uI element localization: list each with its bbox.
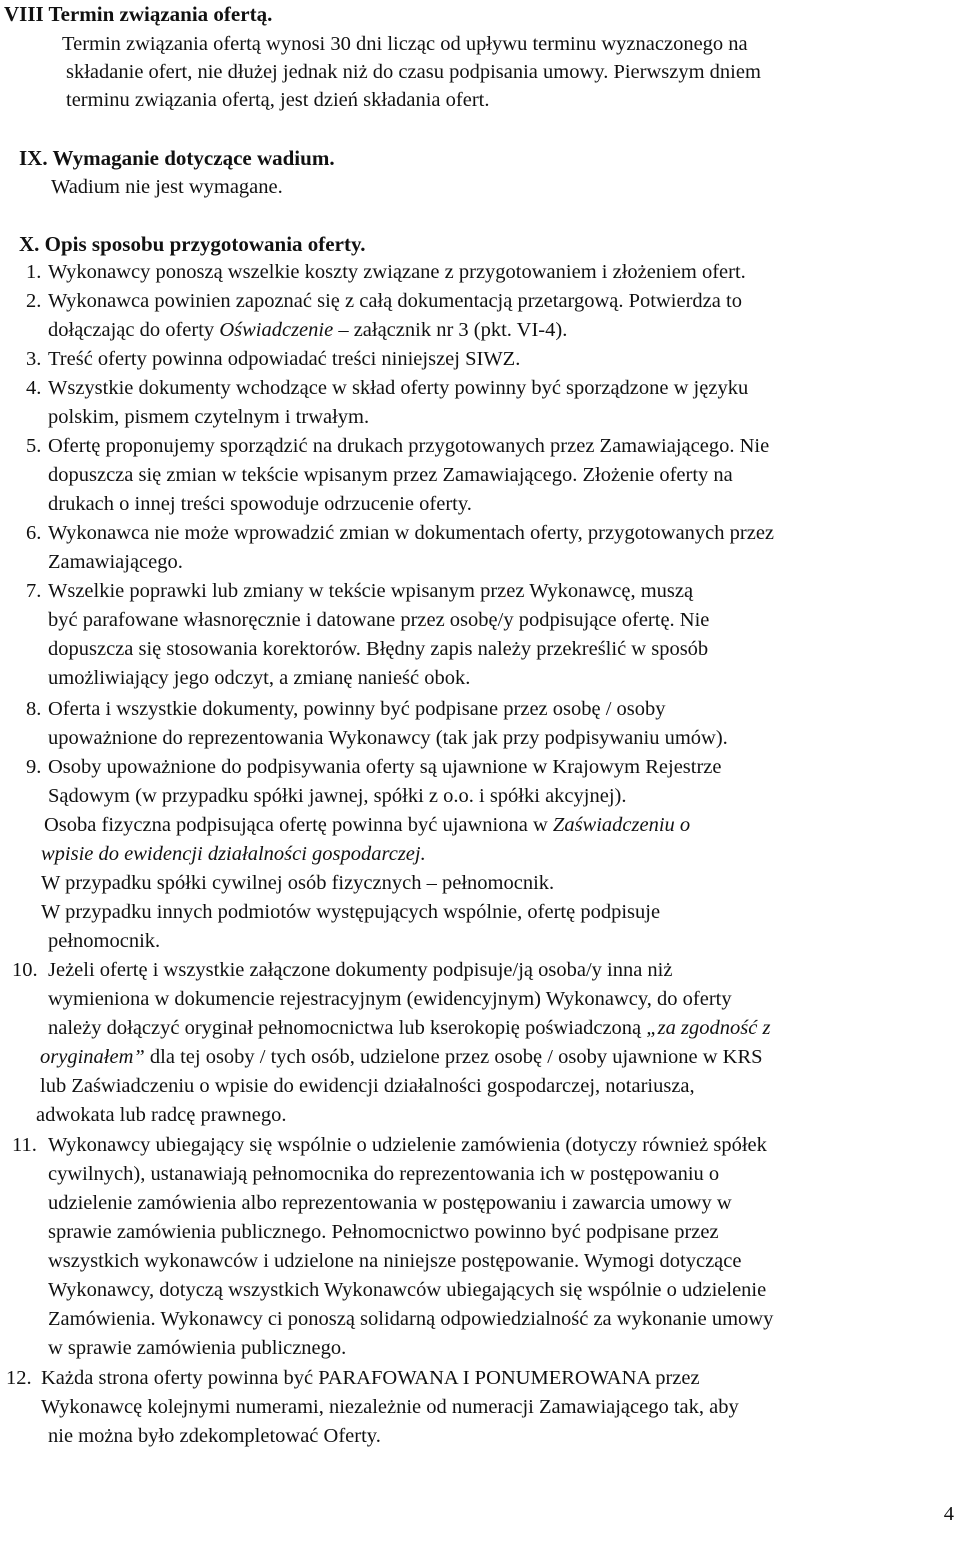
section-x-heading: X. Opis sposobu przygotowania oferty. [19, 232, 366, 256]
item-number: 4. [26, 377, 42, 399]
item-9-line: Sądowym (w przypadku spółki jawnej, spółki z o.o. i spółki akcyjnej). [48, 785, 627, 807]
item-number: 9. [26, 756, 42, 778]
item-2-line: Wykonawca powinien zapoznać się z całą dokumentacją przetargową. Potwierdza to [48, 290, 742, 312]
item-11-line: Wykonawcy, dotyczą wszystkich Wykonawców ubiegających się wspólnie o udzielenie [48, 1279, 767, 1301]
item-6-line: Wykonawca nie może wprowadzić zmian w dokumentach oferty, przygotowanych przez [48, 522, 775, 544]
item-number: 2. [26, 290, 42, 312]
item-10-line: adwokata lub radcę prawnego. [36, 1104, 287, 1126]
item-11-line: w sprawie zamówienia publicznego. [48, 1337, 347, 1359]
item-12-line: nie można było zdekompletować Oferty. [48, 1425, 381, 1447]
item-number: 6. [26, 522, 42, 544]
item-number: 5. [26, 435, 42, 457]
item-5-line: dopuszcza się zmian w tekście wpisanym przez Zamawiającego. Złożenie oferty na [48, 464, 733, 486]
item-9-line: Osoby upoważnione do podpisywania oferty są ujawnione w Krajowym Rejestrze [48, 756, 722, 778]
item-4-line: Wszystkie dokumenty wchodzące w skład oferty powinny być sporządzone w języku [48, 377, 749, 399]
item-10-line: wymieniona w dokumencie rejestracyjnym (ewidencyjnym) Wykonawcy, do oferty [48, 988, 732, 1010]
item-10-line: Jeżeli ofertę i wszystkie załączone dokumenty podpisuje/ją osoba/y inna niż [48, 959, 673, 981]
item-number: 1. [26, 261, 42, 283]
item-9-line: Osoba fizyczna podpisująca ofertę powinna być ujawniona w Zaświadczeniu o [44, 814, 691, 836]
section-viii-line: terminu związania ofertą, jest dzień składania ofert. [66, 89, 490, 111]
item-9-line: wpisie do ewidencji działalności gospodarczej. [41, 843, 426, 865]
item-7-line: umożliwiający jego odczyt, a zmianę nanieść obok. [48, 667, 471, 689]
item-7-line: Wszelkie poprawki lub zmiany w tekście wpisanym przez Wykonawcę, muszą [48, 580, 694, 602]
item-number: 10. [12, 959, 38, 981]
section-viii-line: Termin związania ofertą wynosi 30 dni licząc od upływu terminu wyznaczonego na [62, 33, 748, 55]
item-number: 11. [12, 1134, 37, 1156]
item-11-line: wszystkich wykonawców i udzielone na niniejsze postępowanie. Wymogi dotyczące [48, 1250, 742, 1272]
item-7-line: dopuszcza się stosowania korektorów. Błędny zapis należy przekreślić w sposób [48, 638, 709, 660]
item-3-text: Treść oferty powinna odpowiadać treści niniejszej SIWZ. [48, 348, 521, 370]
item-12-line: Wykonawcę kolejnymi numerami, niezależnie od numeracji Zamawiającego tak, aby [41, 1396, 739, 1418]
item-10-line: oryginałem” dla tej osoby / tych osób, udzielone przez osobę / osoby ujawnione w KRS [40, 1046, 763, 1068]
item-12-line: Każda strona oferty powinna być PARAFOWANA I PONUMEROWANA przez [41, 1367, 700, 1389]
item-2-line: dołączając do oferty Oświadczenie – załącznik nr 3 (pkt. VI-4). [48, 319, 568, 341]
item-6-line: Zamawiającego. [48, 551, 183, 573]
item-9-line: W przypadku innych podmiotów występujących wspólnie, ofertę podpisuje [41, 901, 661, 923]
item-5-line: Ofertę proponujemy sporządzić na drukach przygotowanych przez Zamawiającego. Nie [48, 435, 770, 457]
item-11-line: Wykonawcy ubiegający się wspólnie o udzielenie zamówienia (dotyczy również spółek [48, 1134, 767, 1156]
item-8-line: upoważnione do reprezentowania Wykonawcy (tak jak przy podpisywaniu umów). [48, 727, 728, 749]
item-11-line: udzielenie zamówienia albo reprezentowania w postępowaniu i zawarcia umowy w [48, 1192, 732, 1214]
item-9-line: pełnomocnik. [48, 930, 161, 952]
page-number: 4 [943, 1503, 954, 1525]
item-9-line: W przypadku spółki cywilnej osób fizycznych – pełnomocnik. [41, 872, 555, 894]
item-number: 12. [6, 1367, 32, 1389]
item-number: 7. [26, 580, 42, 602]
item-1-text: Wykonawcy ponoszą wszelkie koszty związane z przygotowaniem i złożeniem ofert. [48, 261, 746, 283]
item-10-line: lub Zaświadczeniu o wpisie do ewidencji działalności gospodarczej, notariusza, [40, 1075, 695, 1097]
section-viii-line: składanie ofert, nie dłużej jednak niż do czasu podpisania umowy. Pierwszym dniem [66, 61, 761, 83]
item-11-line: sprawie zamówienia publicznego. Pełnomocnictwo powinno być podpisane przez [48, 1221, 719, 1243]
item-8-line: Oferta i wszystkie dokumenty, powinny być podpisane przez osobę / osoby [48, 698, 666, 720]
item-11-line: cywilnych), ustanawiają pełnomocnika do reprezentowania ich w postępowaniu o [48, 1163, 720, 1185]
item-11-line: Zamówienia. Wykonawcy ci ponoszą solidarną odpowiedzialność za wykonanie umowy [48, 1308, 774, 1330]
section-ix-heading: IX. Wymaganie dotyczące wadium. [19, 146, 335, 170]
section-ix-text: Wadium nie jest wymagane. [51, 176, 283, 198]
item-7-line: być parafowane własnoręcznie i datowane przez osobę/y podpisujące ofertę. Nie [48, 609, 710, 631]
item-4-line: polskim, pismem czytelnym i trwałym. [48, 406, 370, 428]
item-number: 8. [26, 698, 42, 720]
item-10-line: należy dołączyć oryginał pełnomocnictwa lub kserokopię poświadczoną „za zgodność z [48, 1017, 771, 1039]
item-5-line: drukach o innej treści spowoduje odrzucenie oferty. [48, 493, 472, 515]
item-number: 3. [26, 348, 42, 370]
section-viii-heading: VIII Termin związania ofertą. [4, 2, 273, 26]
